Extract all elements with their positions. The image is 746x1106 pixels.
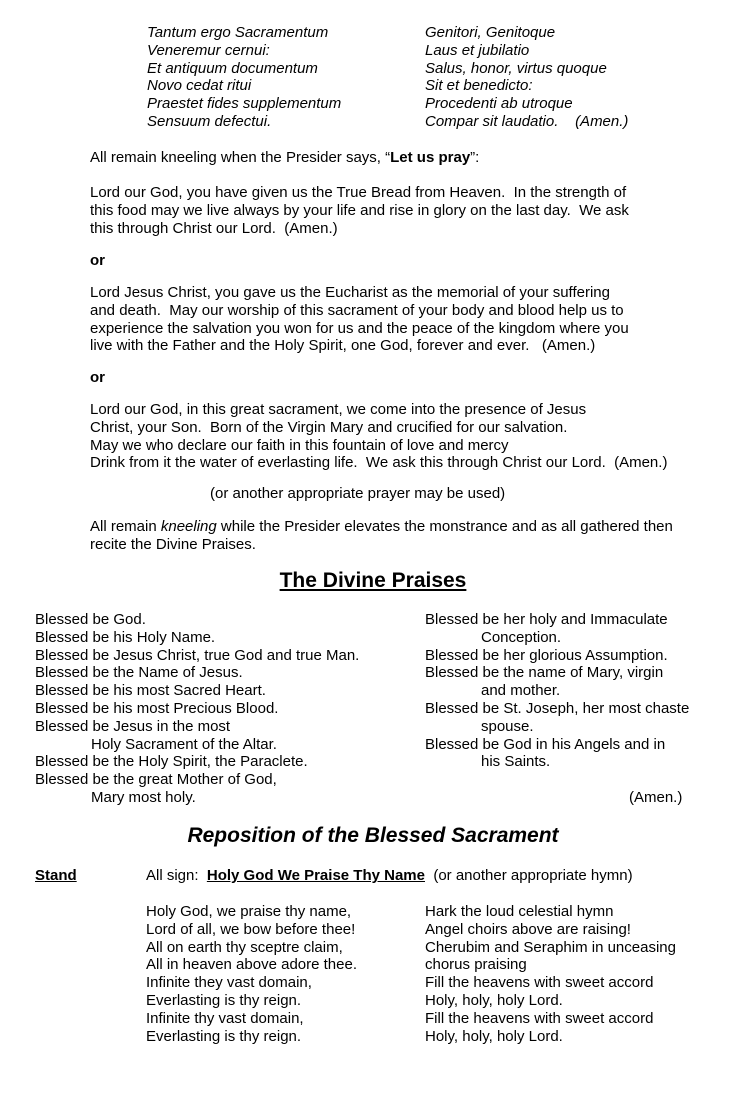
- text-line: Veneremur cernui:: [147, 41, 270, 59]
- text-line: chorus praising: [425, 956, 527, 974]
- prayer-3: [90, 401, 667, 472]
- text-line: Blessed be Jesus Christ, true God and true Man.: [35, 646, 360, 664]
- instruction-text: while the Presider elevates the monstrance and as all gathered then: [216, 518, 673, 535]
- text-line: Blessed be God in his Angels and in: [425, 735, 666, 753]
- let-us-pray: Let us pray: [390, 149, 471, 166]
- instruction-let-us-pray: [90, 149, 479, 167]
- text-line: Holy Sacrament of the Altar.: [91, 735, 277, 753]
- instruction-text: All remain: [90, 518, 161, 535]
- text-line: Laus et jubilatio: [425, 41, 530, 59]
- praises-left: [35, 611, 359, 807]
- tantum-ergo-right: [425, 24, 628, 131]
- reposition-title: Reposition of the Blessed Sacrament: [187, 824, 559, 847]
- or-label: or: [90, 252, 105, 269]
- text-line: Everlasting is thy reign.: [146, 1027, 302, 1045]
- text-line: Holy, holy, holy Lord.: [425, 1027, 563, 1045]
- text-line: Mary most holy.: [91, 788, 196, 806]
- text-line: Blessed be Jesus in the most: [35, 717, 231, 735]
- text-line: All in heaven above adore thee.: [146, 956, 357, 974]
- text-line: Angel choirs above are raising!: [425, 920, 631, 938]
- text-line: All on earth thy sceptre claim,: [146, 938, 343, 956]
- text-line: Holy, holy, holy Lord.: [425, 991, 563, 1009]
- instruction-text: (or another appropriate hymn): [424, 867, 633, 884]
- text-line: this through Christ our Lord. (Amen.): [90, 219, 338, 237]
- text-line: Blessed be her holy and Immaculate: [425, 611, 668, 628]
- text-line: Lord of all, we bow before thee!: [146, 920, 356, 938]
- text-line: Salus, honor, virtus quoque: [425, 59, 607, 77]
- text-line: Christ, your Son. Born of the Virgin Mary and crucified for our salvation.: [90, 418, 568, 436]
- hymn-left-column: [146, 903, 357, 1045]
- text-line: Procedenti ab utroque: [425, 95, 573, 113]
- instruction-kneel: [90, 518, 673, 554]
- praises-right: [425, 611, 689, 771]
- text-line: Tantum ergo Sacramentum: [147, 24, 329, 41]
- text-line: Praestet fides supplementum: [147, 95, 342, 113]
- text-line: Drink from it the water of everlasting life. We ask this through Christ our Lord. (Amen.): [90, 454, 668, 472]
- hymn-instruction: [146, 867, 633, 885]
- text-line: May we who declare our faith in this fountain of love and mercy: [90, 436, 509, 454]
- text-line: Lord Jesus Christ, you gave us the Eucharist as the memorial of your suffering: [90, 284, 610, 301]
- tantum-ergo-left: [147, 24, 341, 131]
- text-line: his Saints.: [481, 753, 551, 771]
- text-line: spouse.: [481, 717, 534, 735]
- instruction-text: ”:: [470, 149, 480, 166]
- praises-amen: (Amen.): [629, 789, 683, 806]
- text-line: Sit et benedicto:: [425, 77, 533, 95]
- text-line: Lord our God, you have given us the True Bread from Heaven. In the strength of: [90, 184, 627, 201]
- text-line: Conception.: [481, 628, 562, 646]
- text-line: Genitori, Genitoque: [425, 24, 556, 41]
- text-line: Blessed be his Holy Name.: [35, 628, 216, 646]
- text-line: Et antiquum documentum: [147, 59, 318, 77]
- text-line: Fill the heavens with sweet accord: [425, 1009, 654, 1027]
- text-line: Blessed be his most Sacred Heart.: [35, 682, 266, 700]
- text-line: Blessed be the great Mother of God,: [35, 771, 277, 789]
- text-line: Blessed be the Holy Spirit, the Paraclete.: [35, 753, 308, 771]
- text-line: this food may we live always by your life and rise in glory on the last day. We ask: [90, 201, 629, 219]
- text-line: Sensuum defectui.: [147, 112, 272, 130]
- text-line: Blessed be God.: [35, 611, 146, 628]
- text-line: Hark the loud celestial hymn: [425, 903, 614, 920]
- instruction-text: recite the Divine Praises.: [90, 535, 256, 553]
- alt-prayer-note: (or another appropriate prayer may be used): [210, 485, 506, 502]
- text-line: experience the salvation you won for us and the peace of the kingdom where you: [90, 319, 629, 337]
- hymn-title: Holy God We Praise Thy Name: [206, 867, 425, 884]
- or-label: or: [90, 369, 105, 386]
- text-line: Blessed be her glorious Assumption.: [425, 646, 668, 664]
- text-line: Blessed be the Name of Jesus.: [35, 664, 243, 682]
- instruction-text: All sign:: [146, 867, 207, 884]
- text-line: Compar sit laudatio. (Amen.): [425, 112, 629, 130]
- text-line: Blessed be St. Joseph, her most chaste: [425, 699, 690, 717]
- text-line: Infinite they vast domain,: [146, 974, 312, 992]
- text-line: Blessed be his most Precious Blood.: [35, 699, 279, 717]
- kneeling-emphasis: kneeling: [160, 518, 217, 535]
- text-line: Blessed be the name of Mary, virgin: [425, 664, 664, 682]
- text-line: Everlasting is thy reign.: [146, 991, 302, 1009]
- text-line: Fill the heavens with sweet accord: [425, 974, 654, 992]
- hymn-right-column: [425, 903, 676, 1045]
- text-line: Infinite thy vast domain,: [146, 1009, 304, 1027]
- posture-stand: Stand: [35, 867, 77, 884]
- text-line: Lord our God, in this great sacrament, we come into the presence of Jesus: [90, 401, 587, 418]
- divine-praises-title: The Divine Praises: [279, 569, 467, 592]
- prayer-1: [90, 184, 629, 237]
- instruction-text: All remain kneeling when the Presider says, “: [90, 149, 391, 166]
- text-line: Holy God, we praise thy name,: [146, 903, 352, 920]
- text-line: and death. May our worship of this sacrament of your body and blood help us to: [90, 301, 624, 319]
- text-line: and mother.: [481, 682, 561, 700]
- text-line: Cherubim and Seraphim in unceasing: [425, 938, 676, 956]
- text-line: Novo cedat ritui: [147, 77, 252, 95]
- text-line: live with the Father and the Holy Spirit, one God, forever and ever. (Amen.): [90, 337, 596, 355]
- prayer-2: [90, 284, 629, 355]
